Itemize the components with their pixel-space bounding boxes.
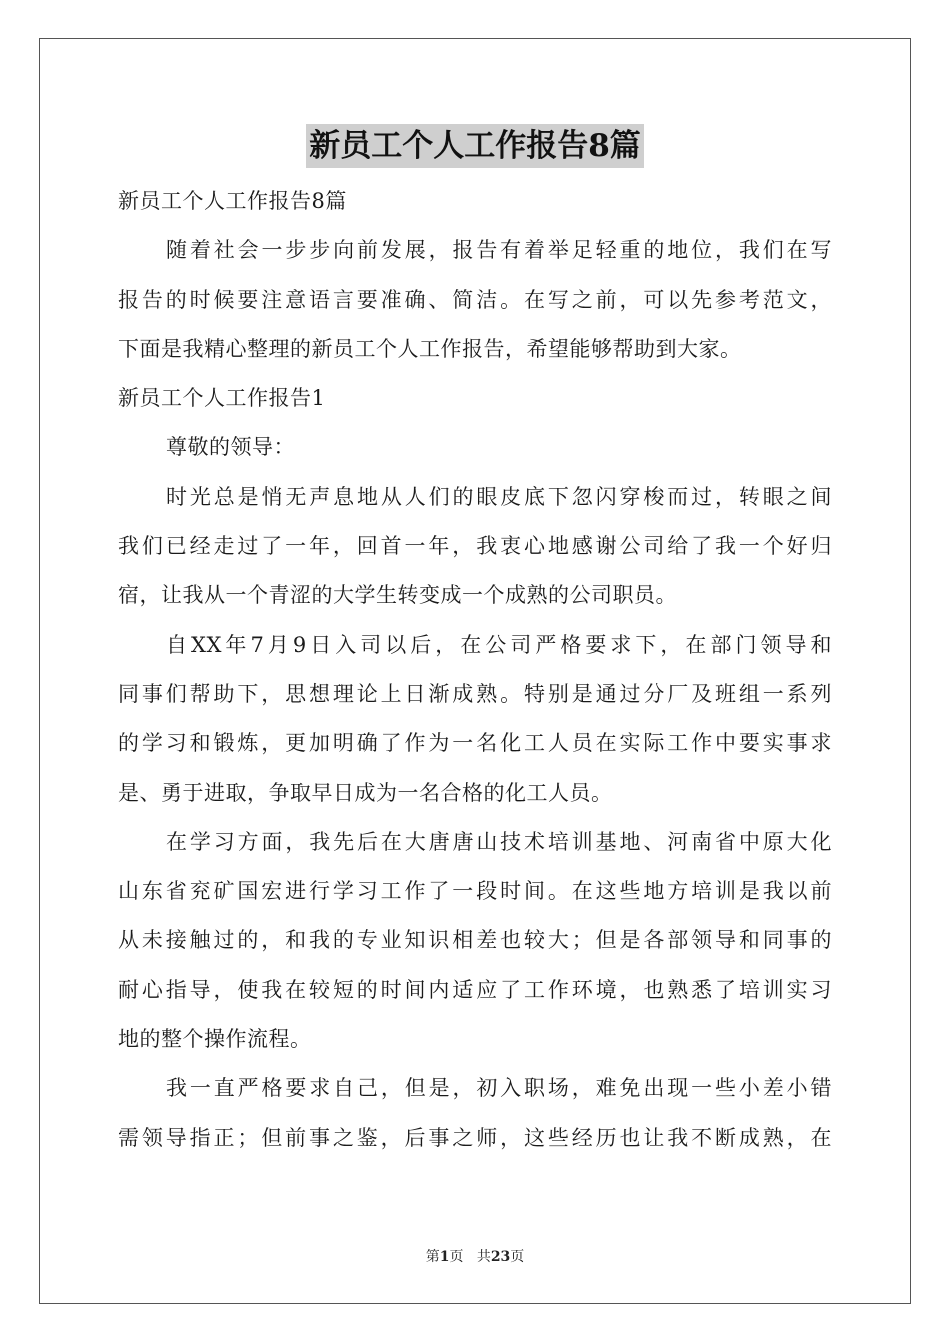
footer-page-prefix: 第: [425, 1249, 440, 1265]
text-line: 报告的时候要注意语言要准确、简洁。在写之前，可以先参考范文，: [118, 287, 832, 312]
text-line: 从未接触过的，和我的专业知识相差也较大；但是各部领导和同事的: [118, 928, 832, 953]
footer-total-pages: 23: [490, 1249, 511, 1265]
title-container: [0, 124, 950, 168]
text-line: 是、勇于进取，争取早日成为一名合格的化工人员。: [118, 780, 613, 805]
text-line: 新员工个人工作报告8篇: [118, 189, 347, 213]
footer-page-number: 1: [439, 1249, 450, 1265]
text-line: 宿，让我从一个青涩的大学生转变成一个成熟的公司职员。: [118, 583, 677, 608]
footer-page-suffix: 页: [449, 1249, 464, 1265]
text-line: 山东省兖矿国宏进行学习工作了一段时间。在这些地方培训是我以前: [118, 879, 832, 904]
text-line: 地的整个操作流程。: [118, 1027, 312, 1052]
text-line: 需领导指正；但前事之鉴，后事之师，这些经历也让我不断成熟，在: [118, 1125, 832, 1150]
text-line: 下面是我精心整理的新员工个人工作报告，希望能够帮助到大家。: [118, 336, 742, 361]
text-line: 的学习和锻炼，更加明确了作为一名化工人员在实际工作中要实事求: [118, 731, 832, 756]
text-line: 随着社会一步步向前发展，报告有着举足轻重的地位，我们在写: [166, 238, 832, 263]
text-line: 时光总是悄无声息地从人们的眼皮底下忽闪穿梭而过，转眼之间: [166, 484, 832, 509]
text-line: 尊敬的领导：: [166, 435, 295, 460]
document-body: [118, 177, 832, 1163]
footer-total-prefix: 共: [476, 1249, 491, 1265]
text-line: 同事们帮助下，思想理论上日渐成熟。特别是通过分厂及班组一系列: [118, 681, 832, 706]
footer-total-suffix: 页: [510, 1249, 525, 1265]
page-footer: [0, 1246, 950, 1266]
text-line: 耐心指导，使我在较短的时间内适应了工作环境，也熟悉了培训实习: [118, 977, 832, 1002]
text-line: 新员工个人工作报告1: [118, 386, 326, 411]
document-title: 新员工个人工作报告8篇: [306, 124, 644, 168]
text-line: 在学习方面，我先后在大唐唐山技术培训基地、河南省中原大化: [166, 829, 832, 854]
text-line: 我们已经走过了一年，回首一年，我衷心地感谢公司给了我一个好归: [118, 534, 832, 559]
text-line: 我一直严格要求自己，但是，初入职场，难免出现一些小差小错: [166, 1076, 832, 1101]
text-line: 自XX年7月9日入司以后，在公司严格要求下，在部门领导和: [166, 632, 832, 657]
